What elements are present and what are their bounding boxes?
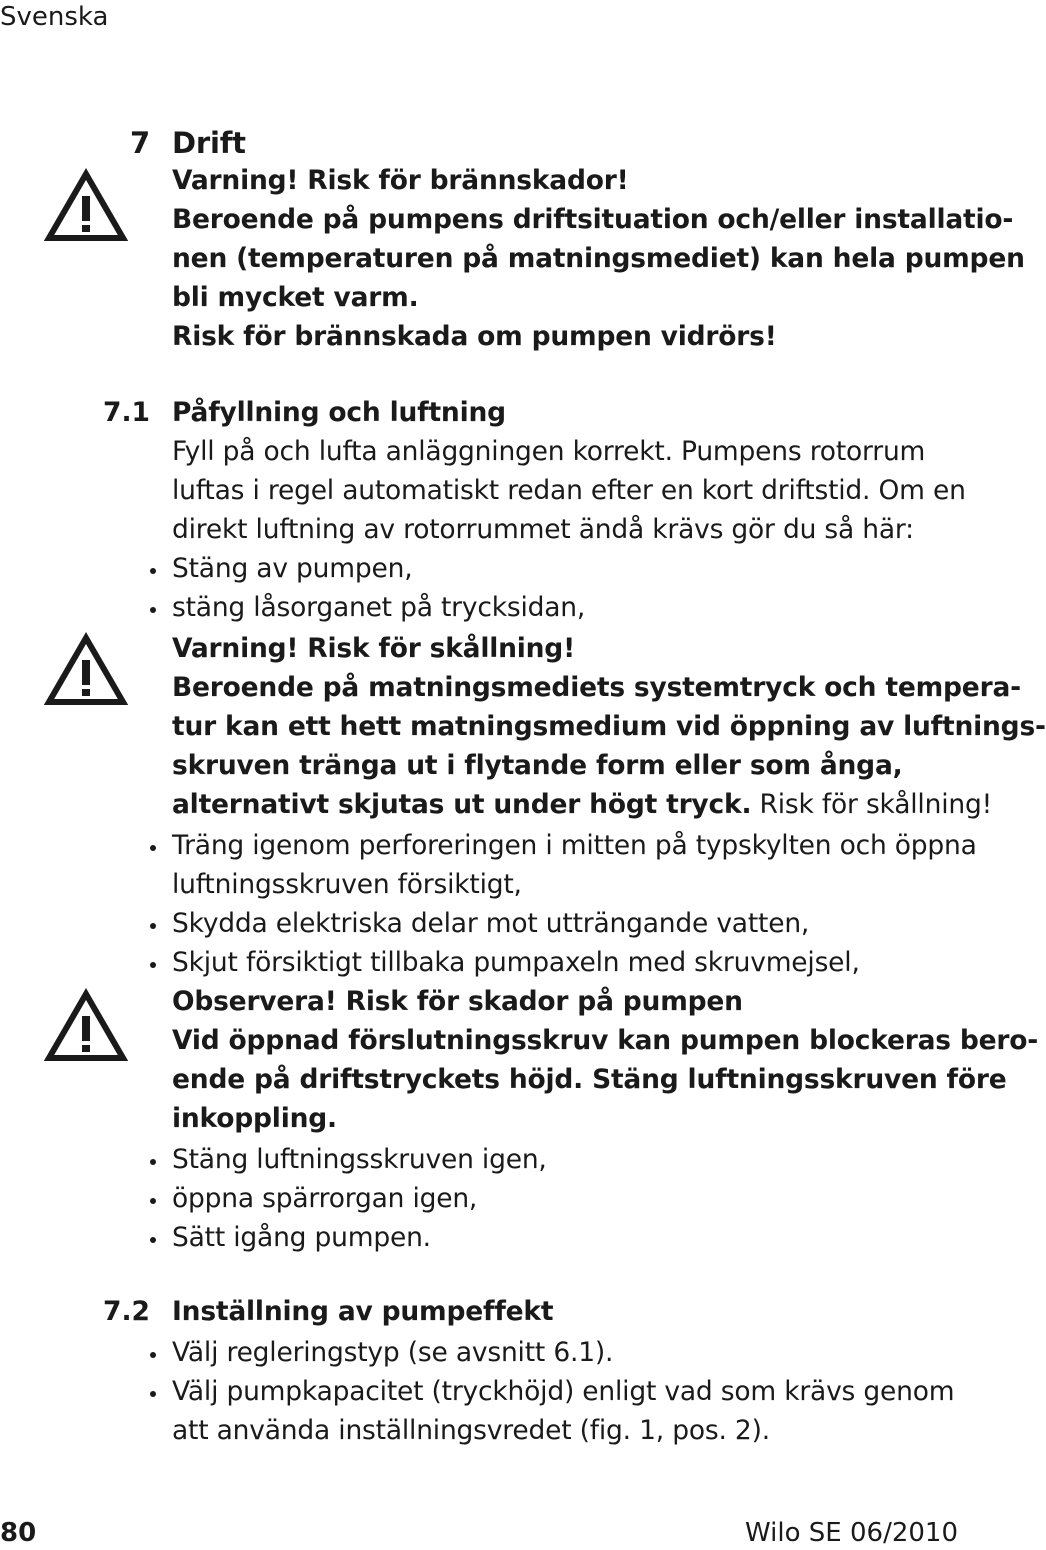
list-item: öppna spärrorgan igen, — [172, 1183, 478, 1214]
list-item: Välj pumpkapacitet (tryckhöjd) enligt vad som krävs genom — [172, 1376, 955, 1407]
warning-text-line: tur kan ett hett matningsmedium vid öppning av luftnings- — [172, 711, 1046, 742]
warning-text-line — [172, 786, 992, 824]
body-text-line: direkt luftning av rotorrummet ändå krävs gör du så här: — [172, 514, 914, 545]
subsection-number: 7.1 — [103, 397, 150, 428]
warning-title: Varning! Risk för skållning! — [172, 633, 575, 664]
bullet-dot — [150, 923, 156, 929]
warning-text-line: Risk för brännskada om pumpen vidrörs! — [172, 321, 777, 352]
page-number: 80 — [0, 1518, 37, 1548]
list-item: Stäng av pumpen, — [172, 553, 413, 584]
list-item: Välj regleringstyp (se avsnitt 6.1). — [172, 1337, 614, 1368]
note-title: Observera! Risk för skador på pumpen — [172, 986, 743, 1017]
list-item: stäng låsorganet på trycksidan, — [172, 592, 586, 623]
warning-icon — [45, 634, 127, 706]
footer-publisher: Wilo SE 06/2010 — [745, 1518, 958, 1548]
warning-text-line: nen (temperaturen på matningsmediet) kan hela pumpen — [172, 243, 1025, 274]
bullet-dot — [150, 1159, 156, 1165]
warning-text-line: skruven tränga ut i flytande form eller som ånga, — [172, 750, 903, 781]
subsection-title: Påfyllning och luftning — [172, 397, 506, 428]
note-text-line: Vid öppnad förslutningsskruv kan pumpen blockeras bero- — [172, 1025, 1039, 1056]
warning-text-normal: Risk för skållning! — [751, 789, 992, 820]
subsection-title: Inställning av pumpeffekt — [172, 1296, 554, 1327]
section-title: Drift — [172, 126, 246, 160]
note-text-line: inkoppling. — [172, 1103, 337, 1134]
list-item: Stäng luftningsskruven igen, — [172, 1144, 547, 1175]
section-number: 7 — [130, 126, 151, 160]
bullet-dot — [150, 1237, 156, 1243]
list-item: Skydda elektriska delar mot utträngande vatten, — [172, 908, 810, 939]
bullet-dot — [150, 1198, 156, 1204]
list-item: Träng igenom perforeringen i mitten på typskylten och öppna — [172, 830, 977, 861]
warning-text-line: Beroende på pumpens driftsituation och/eller installatio- — [172, 204, 1014, 235]
list-item-continuation: luftningsskruven försiktigt, — [172, 869, 522, 900]
bullet-dot — [150, 607, 156, 613]
subsection-number: 7.2 — [103, 1296, 150, 1327]
warning-text-line: Beroende på matningsmediets systemtryck och tempera- — [172, 672, 1021, 703]
body-text-line: Fyll på och lufta anläggningen korrekt. Pumpens rotorrum — [172, 436, 926, 467]
bullet-dot — [150, 845, 156, 851]
bullet-dot — [150, 1352, 156, 1358]
warning-text-line: bli mycket varm. — [172, 282, 419, 313]
warning-icon — [45, 170, 127, 242]
warning-title: Varning! Risk för brännskador! — [172, 165, 629, 196]
body-text-line: luftas i regel automatiskt redan efter en kort driftstid. Om en — [172, 475, 966, 506]
list-item-continuation: att använda inställningsvredet (fig. 1, pos. 2). — [172, 1415, 770, 1446]
note-text-line: ende på driftstryckets höjd. Stäng luftningsskruven före — [172, 1064, 1007, 1095]
bullet-dot — [150, 962, 156, 968]
warning-text-bold: alternativt skjutas ut under högt tryck. — [172, 789, 752, 820]
warning-icon — [45, 990, 127, 1062]
language-label: Svenska — [0, 2, 109, 32]
list-item: Skjut försiktigt tillbaka pumpaxeln med skruvmejsel, — [172, 947, 860, 978]
bullet-dot — [150, 568, 156, 574]
list-item: Sätt igång pumpen. — [172, 1222, 431, 1253]
bullet-dot — [150, 1391, 156, 1397]
